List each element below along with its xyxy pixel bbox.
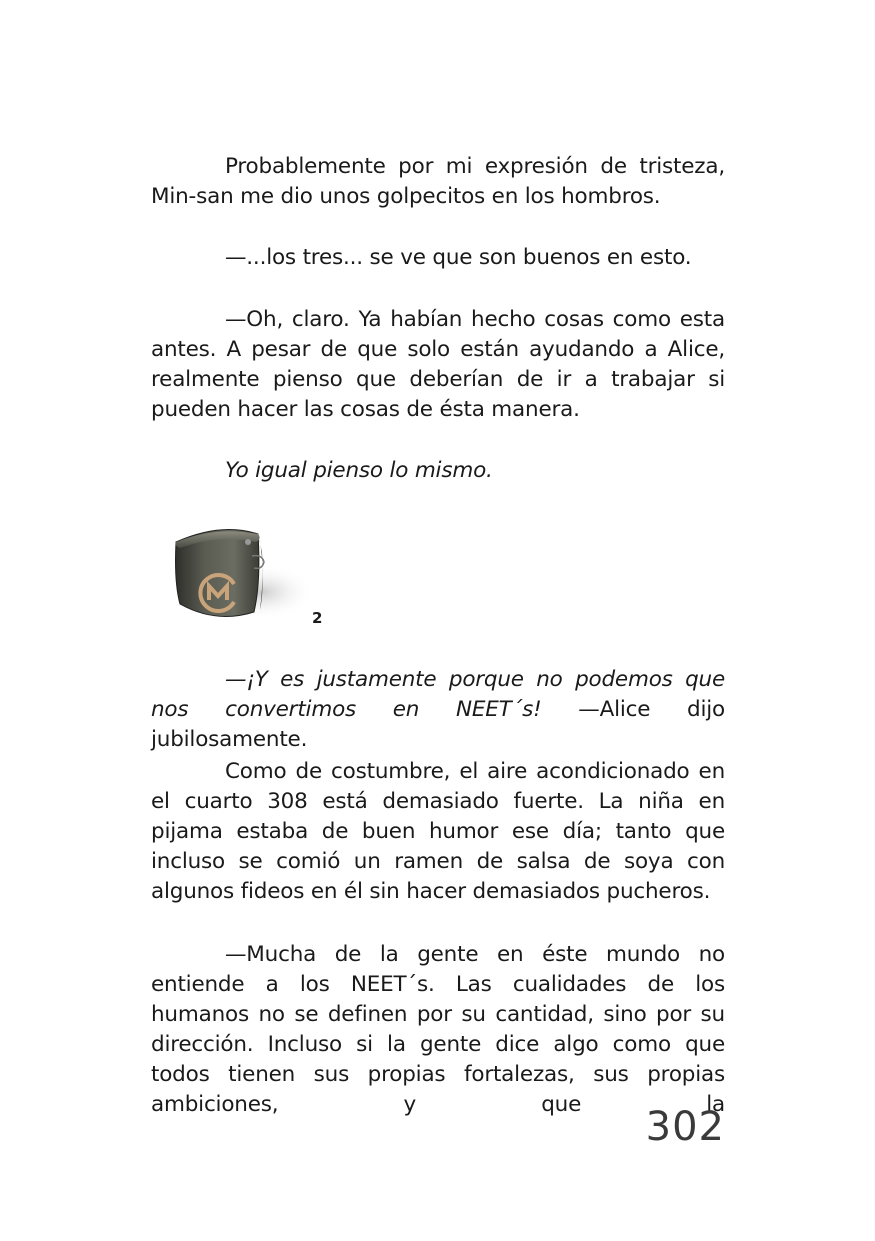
paragraph-3	[151, 305, 725, 425]
dialogue-italic: —¡Y es justamente porque no podemos que nos convertimos en NEET´s!	[151, 667, 725, 722]
paragraph-text: —...los tres... se ve que son buenos en esto.	[225, 245, 692, 270]
paragraph-1	[151, 152, 725, 212]
paragraph-6	[151, 757, 725, 907]
paragraph-2	[151, 243, 725, 273]
paragraph-7	[151, 940, 725, 1120]
paragraph-text: Probablemente por mi expresión de tristeza, Min-san me dio unos golpecitos en los hombros.	[151, 154, 725, 209]
paragraph-text: —Oh, claro. Ya habían hecho cosas como esta antes. A pesar de que solo están ayudando a Alice, realmente pienso que deberían de ir a trabajar si pueden hacer las cosas de ésta manera.	[151, 307, 725, 422]
paragraph-text: Como de costumbre, el aire acondicionado en el cuarto 308 está demasiado fuerte. La niña en pijama estaba de buen humor ese día; tanto que incluso se comió un ramen de salsa de soya con algunos fideos en él sin hacer demasiados pucheros.	[151, 759, 725, 904]
dialogue-tag: —Alice dijo jubilosamente.	[151, 697, 725, 752]
paragraph-4	[151, 456, 725, 486]
paragraph-text: Yo igual pienso lo mismo.	[225, 458, 493, 483]
footnote-marker: 2	[312, 609, 323, 627]
paragraph-text: —Mucha de la gente en éste mundo no entiende a los NEET´s. Las cualidades de los humanos no se definen por su cantidad, sino por su dirección. Incluso si la gente dice algo como que todos tienen sus propias fortalezas, sus propias ambiciones, y que la	[151, 942, 725, 1117]
armband-illustration	[166, 512, 316, 630]
paragraph-5	[151, 665, 725, 755]
page-number: 302	[645, 1104, 725, 1150]
armband-icon	[166, 512, 316, 630]
paragraph-text	[151, 665, 725, 755]
